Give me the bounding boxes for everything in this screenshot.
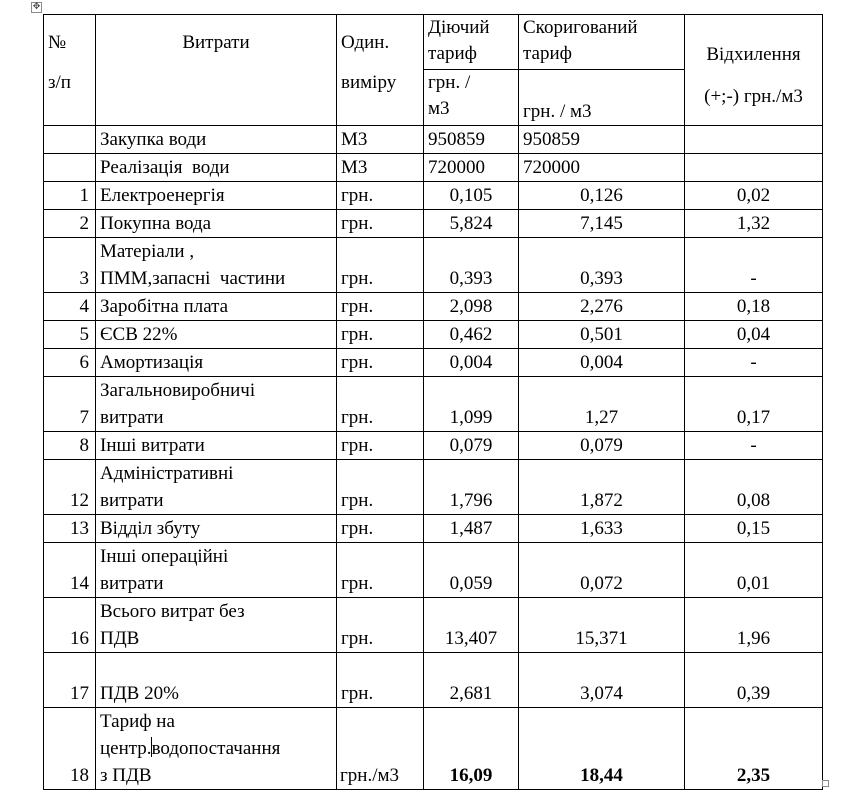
tariff-table — [43, 14, 823, 790]
table-row — [44, 432, 823, 460]
row-current: 0,059 — [424, 543, 519, 598]
row-deviation: - — [685, 349, 823, 377]
row-no: 18 — [44, 708, 96, 790]
row-name: Покупна вода — [96, 210, 337, 238]
row-deviation — [685, 126, 823, 154]
table-row — [44, 182, 823, 210]
row-name-line2: витрати — [100, 490, 164, 511]
row-name-line1: Матеріали , — [100, 241, 195, 262]
row-adjusted: 1,633 — [519, 515, 685, 543]
row-current: 0,105 — [424, 182, 519, 210]
row-adjusted: 1,27 — [519, 377, 685, 432]
row-name: Амортизація — [96, 349, 337, 377]
row-no — [44, 126, 96, 154]
row-name: Інші витрати — [96, 432, 337, 460]
header-row-1 — [44, 15, 823, 70]
row-deviation: 0,04 — [685, 321, 823, 349]
row-adjusted: 15,371 — [519, 598, 685, 653]
row-deviation: 1,96 — [685, 598, 823, 653]
row-unit: грн. — [337, 515, 424, 543]
row-current: 720000 — [424, 154, 519, 182]
row-name-line1: Загальновиробничі — [100, 380, 256, 401]
header-adjusted-line1: Скоригований — [523, 17, 638, 38]
header-deviation-unit: (+;-) грн./м3 — [704, 86, 803, 107]
row-deviation: 0,08 — [685, 460, 823, 515]
row-adjusted: 0,126 — [519, 182, 685, 210]
table-row — [44, 321, 823, 349]
row-unit: грн. — [337, 653, 424, 708]
row-unit: грн. — [337, 293, 424, 321]
row-name: ПДВ 20% — [96, 653, 337, 708]
header-adjusted-line2: тариф — [523, 43, 572, 64]
row-current: 2,098 — [424, 293, 519, 321]
row-adjusted: 0,393 — [519, 238, 685, 293]
row-name-line2: ПММ,запасні частини — [100, 268, 286, 289]
header-no-symbol: № — [48, 32, 67, 53]
row-name-line1: Інші операційні — [100, 546, 229, 567]
table-row — [44, 126, 823, 154]
row-current: 0,079 — [424, 432, 519, 460]
row-adjusted: 0,072 — [519, 543, 685, 598]
row-current: 1,796 — [424, 460, 519, 515]
table-row — [44, 543, 823, 598]
row-adjusted: 0,079 — [519, 432, 685, 460]
row-no: 3 — [44, 238, 96, 293]
row-unit: грн. — [337, 182, 424, 210]
row-deviation: 1,32 — [685, 210, 823, 238]
table-row — [44, 377, 823, 432]
row-deviation — [685, 154, 823, 182]
row-current: 1,487 — [424, 515, 519, 543]
row-deviation: 0,18 — [685, 293, 823, 321]
row-unit: грн. — [337, 321, 424, 349]
table-move-handle-icon[interactable]: ✥ — [32, 2, 41, 12]
row-unit: М3 — [337, 126, 424, 154]
row-unit: грн. — [337, 543, 424, 598]
row-no: 12 — [44, 460, 96, 515]
row-adjusted: 3,074 — [519, 653, 685, 708]
table-row — [44, 349, 823, 377]
header-expenses — [96, 15, 337, 126]
row-unit: М3 — [337, 154, 424, 182]
row-name — [96, 708, 337, 790]
header-adjusted — [519, 15, 685, 70]
row-name-line2: ПДВ — [100, 628, 140, 649]
row-unit: грн. — [337, 377, 424, 432]
row-name — [96, 543, 337, 598]
header-unit-top: Один. — [341, 32, 390, 53]
row-adjusted: 0,501 — [519, 321, 685, 349]
header-current-line2: тариф — [428, 43, 477, 64]
row-deviation: 2,35 — [685, 708, 823, 790]
row-adjusted: 7,145 — [519, 210, 685, 238]
row-current: 0,004 — [424, 349, 519, 377]
table-row — [44, 460, 823, 515]
header-expenses-label: Витрати — [182, 32, 250, 53]
row-name — [96, 598, 337, 653]
row-name: ЄСВ 22% — [96, 321, 337, 349]
row-no: 1 — [44, 182, 96, 210]
row-name — [96, 460, 337, 515]
row-deviation: 0,02 — [685, 182, 823, 210]
row-deviation: - — [685, 238, 823, 293]
row-adjusted: 0,004 — [519, 349, 685, 377]
table-row — [44, 238, 823, 293]
header-current — [424, 15, 519, 70]
header-current-unit — [424, 70, 519, 126]
header-unit — [337, 15, 424, 126]
row-name: Електроенергія — [96, 182, 337, 210]
row-unit: грн. — [337, 460, 424, 515]
row-no: 2 — [44, 210, 96, 238]
table-row — [44, 515, 823, 543]
row-adjusted: 720000 — [519, 154, 685, 182]
row-deviation: 0,39 — [685, 653, 823, 708]
row-deviation: 0,15 — [685, 515, 823, 543]
row-name-line3: з ПДВ — [100, 765, 152, 786]
row-adjusted: 950859 — [519, 126, 685, 154]
row-unit: грн. — [337, 238, 424, 293]
row-no: 7 — [44, 377, 96, 432]
row-unit: грн. — [337, 432, 424, 460]
table-row — [44, 210, 823, 238]
header-no — [44, 15, 96, 126]
row-current: 0,462 — [424, 321, 519, 349]
header-adjusted-unit: грн. / м3 — [519, 70, 685, 126]
row-no: 17 — [44, 653, 96, 708]
row-adjusted: 2,276 — [519, 293, 685, 321]
row-current: 1,099 — [424, 377, 519, 432]
row-current: 2,681 — [424, 653, 519, 708]
row-unit: грн. — [337, 349, 424, 377]
row-deviation: 0,01 — [685, 543, 823, 598]
row-no: 6 — [44, 349, 96, 377]
row-deviation: 0,17 — [685, 377, 823, 432]
row-current: 950859 — [424, 126, 519, 154]
row-no — [44, 154, 96, 182]
row-no: 13 — [44, 515, 96, 543]
row-name-line2a: центр. — [100, 738, 152, 759]
header-current-unit-line1: грн. / — [428, 72, 471, 93]
row-name-line2: витрати — [100, 407, 164, 428]
row-deviation: - — [685, 432, 823, 460]
table-row-total — [44, 708, 823, 790]
row-unit: грн. — [337, 210, 424, 238]
row-name — [96, 377, 337, 432]
table-row — [44, 598, 823, 653]
header-no-label: з/п — [48, 72, 71, 93]
table-row — [44, 293, 823, 321]
header-current-line1: Діючий — [428, 17, 490, 38]
table-resize-handle[interactable] — [822, 780, 829, 787]
table-row — [44, 653, 823, 708]
header-current-unit-line2: м3 — [428, 98, 450, 119]
table-row — [44, 154, 823, 182]
header-deviation-title: Відхилення — [706, 44, 801, 65]
row-name-line2b: водопостачання — [151, 738, 281, 759]
row-current: 16,09 — [424, 708, 519, 790]
row-no: 5 — [44, 321, 96, 349]
header-deviation — [685, 15, 823, 126]
row-current: 13,407 — [424, 598, 519, 653]
row-name-line1: Тариф на — [100, 711, 175, 732]
row-name-line2: витрати — [100, 573, 164, 594]
row-name-line1: Адміністративні — [100, 463, 234, 484]
row-unit: грн. — [337, 598, 424, 653]
row-no: 16 — [44, 598, 96, 653]
row-adjusted: 18,44 — [519, 708, 685, 790]
row-name: Відділ збуту — [96, 515, 337, 543]
row-adjusted: 1,872 — [519, 460, 685, 515]
row-current: 0,393 — [424, 238, 519, 293]
row-no: 8 — [44, 432, 96, 460]
row-current: 5,824 — [424, 210, 519, 238]
row-name: Заробітна плата — [96, 293, 337, 321]
row-no: 14 — [44, 543, 96, 598]
row-name: Реалізація води — [96, 154, 337, 182]
row-unit: грн./м3 — [337, 708, 424, 790]
row-name — [96, 238, 337, 293]
header-unit-bottom: виміру — [341, 72, 397, 93]
row-name-line1: Всього витрат без — [100, 601, 245, 622]
row-name: Закупка води — [96, 126, 337, 154]
row-no: 4 — [44, 293, 96, 321]
